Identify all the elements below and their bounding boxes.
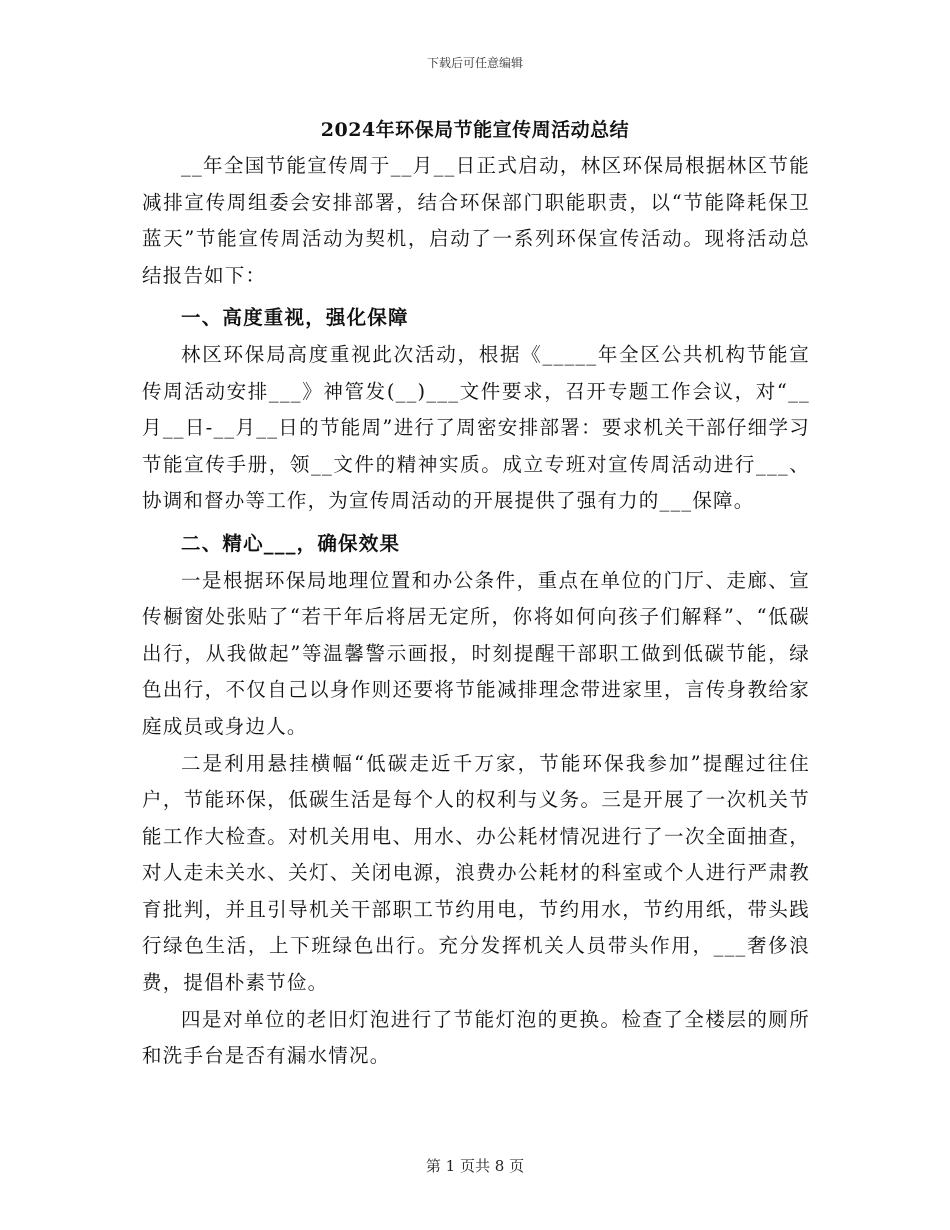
intro-paragraph: __年全国节能宣传周于__月__日正式启动，林区环保局根据林区节能减排宣传周组委会安排部署，结合环保部门职能职责，以“节能降耗保卫蓝天”节能宣传周活动为契机，启动了一系列环保宣传活动。现将活动总结报告如下：: [142, 154, 810, 287]
header-note: 下载后可任意编辑: [426, 56, 523, 70]
section-2-heading: 二、精心___，确保效果: [181, 531, 401, 555]
document-title: 2024年环保局节能宣传周活动总结: [320, 119, 630, 141]
section-1-paragraph-1: 林区环保局高度重视此次活动，根据《_____年全区公共机构节能宣传周活动安排___》神管发(__)___文件要求，召开专题工作会议，对“__月__日-__月__日的节能周”进行了周密安排部署：要求机关干部仔细学习节能宣传手册，领__文件的精神实质。成立专班对宣传周活动进行___、协调和督办等工作，为宣传周活动的开展提供了强有力的___保障。: [142, 342, 810, 513]
document-body: [142, 148, 810, 1075]
section-2-paragraph-1: 一是根据环保局地理位置和办公条件，重点在单位的门厅、走廊、宣传橱窗处张贴了“若干年后将居无定所，你将如何向孩子们解释”、“低碳出行，从我做起”等温馨警示画报，时刻提醒干部职工做到低碳节能，绿色出行，不仅自己以身作则还要将节能减排理念带进家里，言传身教给家庭成员或身边人。: [142, 568, 810, 738]
section-1-heading: 一、高度重视，强化保障: [181, 306, 409, 330]
section-2-paragraph-3: 四是对单位的老旧灯泡进行了节能灯泡的更换。检查了全楼层的厕所和洗手台是否有漏水情况。: [142, 1007, 810, 1068]
section-2-paragraph-2: 二是利用悬挂横幅“低碳走近千万家，节能环保我参加”提醒过往住户，节能环保，低碳生活是每个人的权利与义务。三是开展了一次机关节能工作大检查。对机关用电、用水、办公耗材情况进行了一次全面抽查，对人走未关水、关灯、关闭电源，浪费办公耗材的科室或个人进行严肃教育批判，并且引导机关干部职工节约用电，节约用水，节约用纸，带头践行绿色生活，上下班绿色出行。充分发挥机关人员带头作用，___奢侈浪费，提倡朴素节俭。: [142, 751, 810, 995]
page-number: 第 1 页共 8 页: [425, 1157, 525, 1175]
